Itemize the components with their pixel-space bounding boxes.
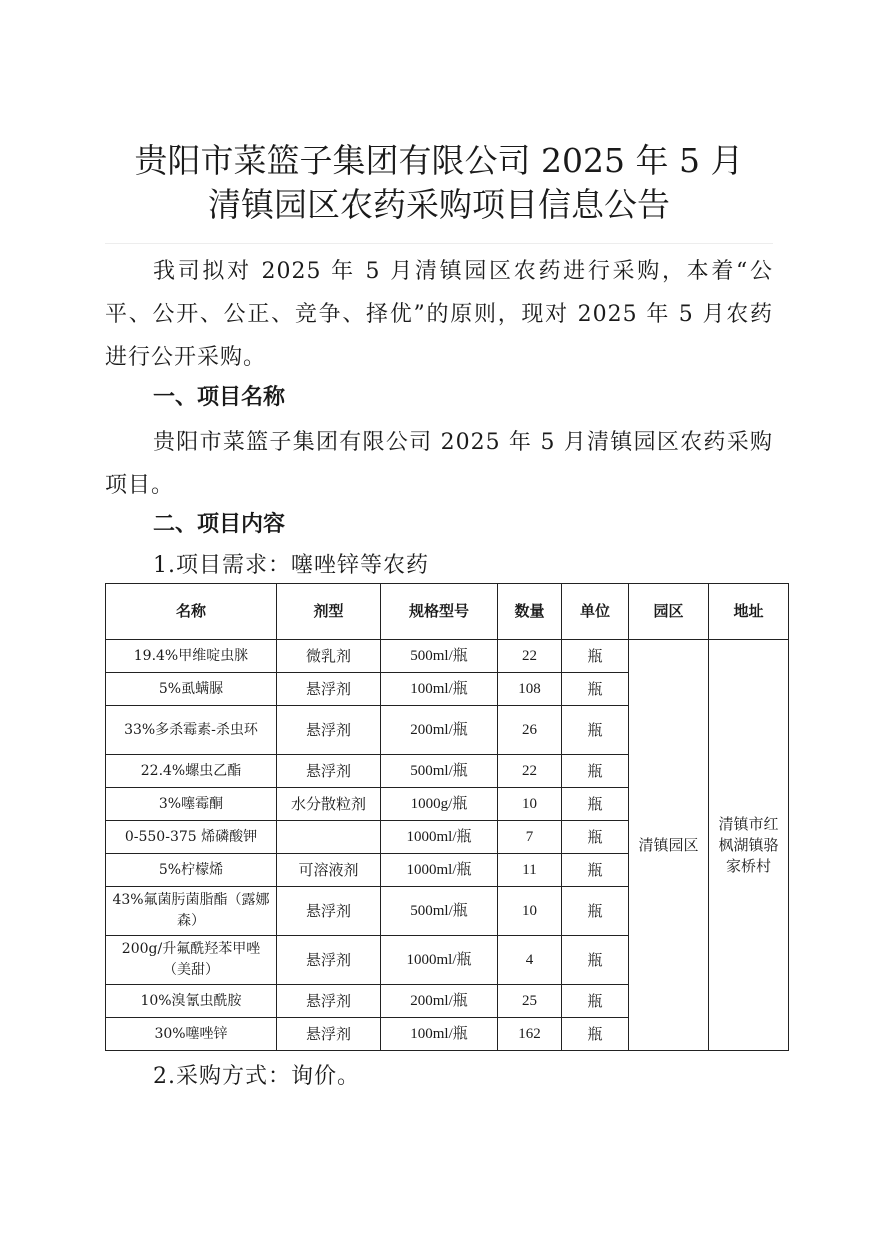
cell-qty: 108	[498, 673, 562, 706]
title-divider	[105, 243, 773, 244]
cell-spec: 500ml/瓶	[381, 640, 498, 673]
cell-qty: 4	[498, 936, 562, 985]
cell-unit: 瓶	[562, 936, 629, 985]
cell-unit: 瓶	[562, 854, 629, 887]
project-name-paragraph: 贵阳市菜篮子集团有限公司 2025 年 5 月清镇园区农药采购项目。	[105, 430, 773, 498]
cell-type	[277, 821, 381, 854]
procurement-table	[105, 583, 789, 1051]
cell-qty: 10	[498, 788, 562, 821]
cell-address: 清镇市红枫湖镇骆家桥村	[709, 640, 789, 1051]
cell-type: 悬浮剂	[277, 1018, 381, 1051]
cell-name: 5%虱螨脲	[106, 673, 277, 706]
cell-unit: 瓶	[562, 673, 629, 706]
cell-name: 3%噻霉酮	[106, 788, 277, 821]
cell-qty: 26	[498, 706, 562, 755]
cell-unit: 瓶	[562, 1018, 629, 1051]
cell-type: 悬浮剂	[277, 673, 381, 706]
title-line-1: 贵阳市菜篮子集团有限公司 2025 年 5 月	[134, 141, 744, 180]
cell-name: 10%溴氰虫酰胺	[106, 985, 277, 1018]
cell-name: 200g/升氟酰羟苯甲唑（美甜）	[106, 936, 277, 985]
cell-spec: 100ml/瓶	[381, 673, 498, 706]
cell-qty: 162	[498, 1018, 562, 1051]
cell-qty: 11	[498, 854, 562, 887]
header-unit: 单位	[562, 584, 629, 640]
header-name: 名称	[106, 584, 277, 640]
cell-qty: 10	[498, 887, 562, 936]
table-header-row	[106, 584, 789, 640]
cell-spec: 500ml/瓶	[381, 755, 498, 788]
cell-name: 33%多杀霉素-杀虫环	[106, 706, 277, 755]
cell-name: 19.4%甲维啶虫脒	[106, 640, 277, 673]
cell-name: 30%噻唑锌	[106, 1018, 277, 1051]
section-heading-project-content: 二、项目内容	[153, 512, 286, 537]
header-qty: 数量	[498, 584, 562, 640]
cell-qty: 22	[498, 755, 562, 788]
cell-unit: 瓶	[562, 887, 629, 936]
cell-park: 清镇园区	[629, 640, 709, 1051]
cell-qty: 22	[498, 640, 562, 673]
cell-spec: 200ml/瓶	[381, 985, 498, 1018]
header-spec: 规格型号	[381, 584, 498, 640]
cell-type: 悬浮剂	[277, 985, 381, 1018]
cell-qty: 7	[498, 821, 562, 854]
header-address: 地址	[709, 584, 789, 640]
cell-spec: 200ml/瓶	[381, 706, 498, 755]
cell-spec: 500ml/瓶	[381, 887, 498, 936]
project-demand-line: 1.项目需求：噻唑锌等农药	[153, 553, 429, 578]
cell-qty: 25	[498, 985, 562, 1018]
cell-spec: 1000ml/瓶	[381, 821, 498, 854]
cell-unit: 瓶	[562, 821, 629, 854]
cell-type: 悬浮剂	[277, 706, 381, 755]
table-row	[106, 640, 789, 673]
intro-paragraph: 我司拟对 2025 年 5 月清镇园区农药进行采购，本着“公平、公开、公正、竞争、择优”的原则，现对 2025 年 5 月农药进行公开采购。	[105, 259, 773, 370]
cell-spec: 1000ml/瓶	[381, 936, 498, 985]
cell-unit: 瓶	[562, 755, 629, 788]
cell-unit: 瓶	[562, 985, 629, 1018]
cell-name: 22.4%螺虫乙酯	[106, 755, 277, 788]
cell-type: 微乳剂	[277, 640, 381, 673]
header-park: 园区	[629, 584, 709, 640]
header-type: 剂型	[277, 584, 381, 640]
title-line-2: 清镇园区农药采购项目信息公告	[208, 185, 670, 224]
procurement-method-line: 2.采购方式：询价。	[153, 1064, 360, 1089]
cell-name: 0-550-375 烯磷酸钾	[106, 821, 277, 854]
cell-name: 43%氟菌肟菌脂酯（露娜森）	[106, 887, 277, 936]
cell-type: 悬浮剂	[277, 936, 381, 985]
section-heading-project-name: 一、项目名称	[153, 385, 286, 410]
cell-spec: 100ml/瓶	[381, 1018, 498, 1051]
cell-type: 悬浮剂	[277, 755, 381, 788]
cell-unit: 瓶	[562, 788, 629, 821]
cell-name: 5%柠檬烯	[106, 854, 277, 887]
cell-type: 悬浮剂	[277, 887, 381, 936]
cell-type: 水分散粒剂	[277, 788, 381, 821]
cell-spec: 1000g/瓶	[381, 788, 498, 821]
cell-type: 可溶液剂	[277, 854, 381, 887]
cell-spec: 1000ml/瓶	[381, 854, 498, 887]
cell-unit: 瓶	[562, 706, 629, 755]
cell-unit: 瓶	[562, 640, 629, 673]
